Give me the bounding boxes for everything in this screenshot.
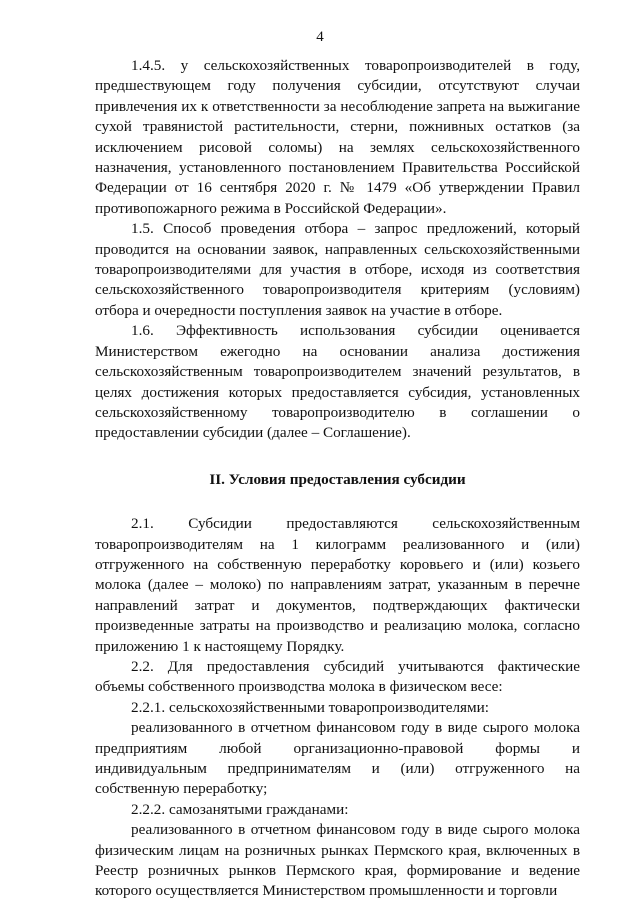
paragraph-2-2-2: 2.2.2. самозанятыми гражданами: [131, 800, 349, 818]
spacer [95, 444, 580, 470]
paragraph-2-2-1-text: реализованного в отчетном финансовом году в виде сырого молока предприятиям любой организационно-правовой формы и индивидуальным предпринимателям и (или) отгруженного на собственную переработку; [95, 719, 580, 798]
paragraph-1-5: 1.5. Способ проведения отбора – запрос предложений, который проводится на основании заявок, направленных сельскохозяйственными товаропроизводителями для участия в отборе, исходя из соответствия сельскохозяйственного товаропроизводителя критериям (условиям) отбора и очередности поступления заявок на участие в отборе. [95, 220, 580, 319]
spacer [95, 490, 580, 514]
paragraph-2-2: 2.2. Для предоставления субсидий учитываются фактические объемы собственного производства молока в физическом весе: [95, 657, 580, 696]
paragraph-2-2-2-text: реализованного в отчетном финансовом году в виде сырого молока физическим лицам на розничных рынках Пермского края, включенных в Реестр розничных рынков Пермского края, формирование и ведение которого осуществляется Министерством промышленности и торговли [95, 821, 580, 900]
paragraph-1-6: 1.6. Эффективность использования субсидии оценивается Министерством ежегодно на основании анализа достижения сельскохозяйственным товаропроизводителем значений результатов, в целях достижения которых предоставляется субсидия, установленных сельскохозяйственному товаропроизводителю в соглашении о предоставлении субсидии (далее – Соглашение). [95, 322, 580, 442]
document-body [95, 56, 580, 902]
page-number: 4 [316, 29, 324, 45]
paragraph-2-1: 2.1. Субсидии предоставляются сельскохозяйственным товаропроизводителям на 1 килограмм реализованного и (или) отгруженного на собственную переработку коровьего и (или) козьего молока (далее – молоко) по направлениям затрат, указанным в перечне направлений затрат и документов, подтверждающих фактически произведенные затраты на производство и реализацию молока, согласно приложению 1 к настоящему Порядку. [95, 515, 580, 655]
section-heading: II. Условия предоставления субсидии [209, 470, 466, 488]
paragraph-1-4-5: 1.4.5. у сельскохозяйственных товаропроизводителей в году, предшествующем году получения субсидии, отсутствуют случаи привлечения их к ответственности за несоблюдение запрета на выжигание сухой травянистой растительности, стерни, пожнивных остатков (за исключением рисовой соломы) на землях сельскохозяйственного назначения, установленного постановлением Правительства Российской Федерации от 16 сентября 2020 г. № 1479 «Об утверждении Правил противопожарного режима в Российской Федерации». [95, 57, 580, 217]
paragraph-2-2-1: 2.2.1. сельскохозяйственными товаропроизводителями: [131, 698, 489, 716]
